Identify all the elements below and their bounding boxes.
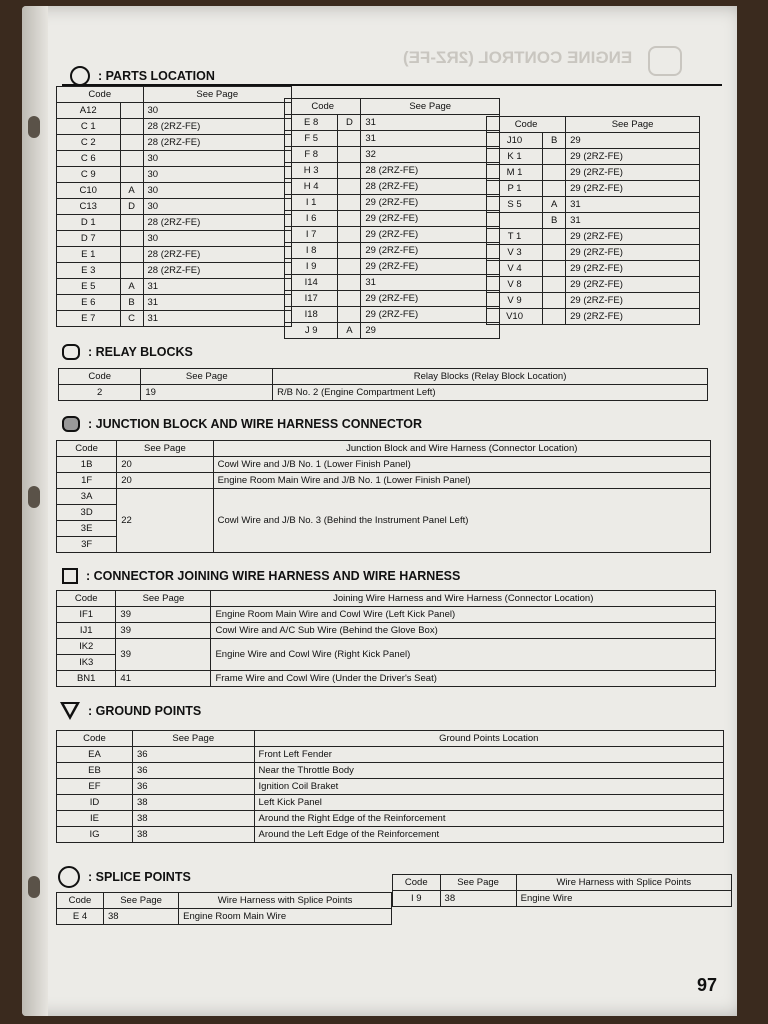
parts-col3-0-2: 29 <box>566 133 700 149</box>
table-row <box>57 639 716 655</box>
joining-group_codes-1: IK3 <box>57 655 116 671</box>
parts-col2-7-1 <box>338 227 361 243</box>
parts-col1-8-2: 30 <box>143 231 291 247</box>
parts-col3-6-2: 29 (2RZ-FE) <box>566 229 700 245</box>
ground-rows-4-2: Around the Right Edge of the Reinforcement <box>254 811 723 827</box>
parts-col3-7-2: 29 (2RZ-FE) <box>566 245 700 261</box>
parts-col1-0-2: 30 <box>143 103 291 119</box>
relay-table <box>58 368 708 401</box>
ground-rows-4-1: 38 <box>132 811 254 827</box>
engine-icon <box>648 46 682 76</box>
table-row <box>57 747 724 763</box>
junction-headers-1: See Page <box>117 441 213 457</box>
parts-col2-3-0: H 3 <box>285 163 338 179</box>
joining-rows-1-1: 39 <box>116 623 211 639</box>
square-symbol-icon <box>62 568 78 584</box>
junction-group_desc: Cowl Wire and J/B No. 3 (Behind the Instrument Panel Left) <box>213 489 710 553</box>
parts-col1-4-2: 30 <box>143 167 291 183</box>
parts-table-2 <box>284 98 500 339</box>
joining-group_desc: Engine Wire and Cowl Wire (Right Kick Panel) <box>211 639 716 671</box>
parts-col2-10-0: I14 <box>285 275 338 291</box>
parts-col2-6-1 <box>338 211 361 227</box>
parts-col1-11-0: E 5 <box>57 279 121 295</box>
parts-row <box>57 215 292 231</box>
parts-col1-10-2: 28 (2RZ-FE) <box>143 263 291 279</box>
parts-col3-4-2: 31 <box>566 197 700 213</box>
relay-rows-0-1: 19 <box>141 385 273 401</box>
table-row <box>57 671 716 687</box>
section-title: : JUNCTION BLOCK AND WIRE HARNESS CONNECTOR <box>88 417 423 431</box>
parts-col1-2-2: 28 (2RZ-FE) <box>143 135 291 151</box>
parts-col2-13-0: J 9 <box>285 323 338 339</box>
table-row <box>57 489 711 505</box>
splice-right-0-0: I 9 <box>393 891 441 907</box>
table-row <box>57 607 716 623</box>
ground-triangle-icon <box>60 702 80 720</box>
splice-headers-0: Code <box>393 875 441 891</box>
parts-row <box>57 135 292 151</box>
parts-col3-2-2: 29 (2RZ-FE) <box>566 165 700 181</box>
parts-col1-8-1 <box>120 231 143 247</box>
parts-col3-11-1 <box>543 309 566 325</box>
parts-col3-0-0: J10 <box>487 133 543 149</box>
ground-rows-5-0: IG <box>57 827 133 843</box>
ground-rows-2-0: EF <box>57 779 133 795</box>
parts-row <box>57 151 292 167</box>
parts-col1-12-0: E 6 <box>57 295 121 311</box>
joining-headers-1: See Page <box>116 591 211 607</box>
junction-group_codes-0: 3A <box>57 489 117 505</box>
junction-heading <box>62 416 422 432</box>
junction-group_page: 22 <box>117 489 213 553</box>
parts-row <box>487 261 700 277</box>
ground-rows-2-2: Ignition Coil Braket <box>254 779 723 795</box>
parts-row <box>487 213 700 229</box>
parts-row <box>285 195 500 211</box>
manual-page <box>22 6 737 1016</box>
parts-row <box>285 307 500 323</box>
relay-headers-2: Relay Blocks (Relay Block Location) <box>273 369 708 385</box>
junction-headers-0: Code <box>57 441 117 457</box>
parts-col3-6-1 <box>543 229 566 245</box>
ground-rows-0-1: 36 <box>132 747 254 763</box>
parts-col1-9-0: E 1 <box>57 247 121 263</box>
bleed-through-title: ENGINE CONTROL (2RZ-FE) <box>402 48 632 67</box>
parts-row <box>285 227 500 243</box>
ground-rows-1-1: 36 <box>132 763 254 779</box>
joining-table <box>56 590 716 687</box>
parts-col2-4-0: H 4 <box>285 179 338 195</box>
parts-col2-11-1 <box>338 291 361 307</box>
parts-col3-6-0: T 1 <box>487 229 543 245</box>
table-row <box>57 811 724 827</box>
splice-headers-2: Wire Harness with Splice Points <box>516 875 731 891</box>
parts-row <box>57 247 292 263</box>
joining-rows-0-0: IF1 <box>57 607 116 623</box>
table-row <box>57 763 724 779</box>
parts-col2-10-1 <box>338 275 361 291</box>
parts-row <box>285 147 500 163</box>
parts-row <box>487 229 700 245</box>
table-row <box>57 909 392 925</box>
parts-row <box>57 199 292 215</box>
parts-col3-0-1: B <box>543 133 566 149</box>
parts-col3-3-2: 29 (2RZ-FE) <box>566 181 700 197</box>
joining-last-0: BN1 <box>57 671 116 687</box>
parts-col3-9-0: V 8 <box>487 277 543 293</box>
parts-col1-6-1: D <box>120 199 143 215</box>
parts-row <box>487 245 700 261</box>
splice-right-0-2: Engine Wire <box>516 891 731 907</box>
parts-col1-6-0: C13 <box>57 199 121 215</box>
section-title: : GROUND POINTS <box>88 704 202 718</box>
junction-rows-1-1: 20 <box>117 473 213 489</box>
parts-col3-8-1 <box>543 261 566 277</box>
parts-row <box>57 279 292 295</box>
parts-row <box>285 323 500 339</box>
parts-col2-13-1: A <box>338 323 361 339</box>
parts-row <box>285 259 500 275</box>
parts-col2-5-0: I 1 <box>285 195 338 211</box>
parts-row <box>57 295 292 311</box>
parts-col2-8-1 <box>338 243 361 259</box>
binder-hole <box>28 876 40 898</box>
parts-row <box>57 103 292 119</box>
splice-table-right <box>392 874 732 907</box>
parts-row <box>487 277 700 293</box>
parts-col2-2-0: F 8 <box>285 147 338 163</box>
circle-symbol-icon <box>70 66 90 86</box>
table-row <box>393 891 732 907</box>
parts-col2-11-2: 29 (2RZ-FE) <box>361 291 500 307</box>
joining-rows-0-2: Engine Room Main Wire and Cowl Wire (Left Kick Panel) <box>211 607 716 623</box>
parts-col1-13-2: 31 <box>143 311 291 327</box>
parts-col1-7-0: D 1 <box>57 215 121 231</box>
parts-col2-0-1: D <box>338 115 361 131</box>
parts-col3-8-0: V 4 <box>487 261 543 277</box>
parts-col2-10-2: 31 <box>361 275 500 291</box>
joining-rows-0-1: 39 <box>116 607 211 623</box>
parts-col2-11-0: I17 <box>285 291 338 307</box>
joining-rows-1-2: Cowl Wire and A/C Sub Wire (Behind the Glove Box) <box>211 623 716 639</box>
ground-rows-5-2: Around the Left Edge of the Reinforcement <box>254 827 723 843</box>
parts-col1-13-1: C <box>120 311 143 327</box>
parts-col2-12-2: 29 (2RZ-FE) <box>361 307 500 323</box>
parts-headers-1: See Page <box>566 117 700 133</box>
parts-col2-9-2: 29 (2RZ-FE) <box>361 259 500 275</box>
parts-headers-1: See Page <box>361 99 500 115</box>
parts-col1-12-1: B <box>120 295 143 311</box>
relay-symbol-icon <box>62 344 80 360</box>
parts-col2-7-0: I 7 <box>285 227 338 243</box>
parts-row <box>487 149 700 165</box>
junction-group_codes-3: 3F <box>57 537 117 553</box>
parts-row <box>57 263 292 279</box>
ground-rows-3-0: ID <box>57 795 133 811</box>
relay-rows-0-2: R/B No. 2 (Engine Compartment Left) <box>273 385 708 401</box>
parts-col1-10-0: E 3 <box>57 263 121 279</box>
parts-col1-5-2: 30 <box>143 183 291 199</box>
table-row <box>57 623 716 639</box>
parts-col2-9-0: I 9 <box>285 259 338 275</box>
parts-col2-4-2: 28 (2RZ-FE) <box>361 179 500 195</box>
parts-col1-0-1 <box>120 103 143 119</box>
splice-circle-icon <box>58 866 80 888</box>
ground-rows-0-2: Front Left Fender <box>254 747 723 763</box>
page-number: 97 <box>696 975 717 995</box>
parts-row <box>285 275 500 291</box>
ground-rows-1-2: Near the Throttle Body <box>254 763 723 779</box>
parts-row <box>487 309 700 325</box>
parts-col2-13-2: 29 <box>361 323 500 339</box>
joining-last-1: 41 <box>116 671 211 687</box>
splice-heading <box>58 866 191 888</box>
splice-table-left <box>56 892 392 925</box>
parts-col1-7-1 <box>120 215 143 231</box>
parts-col1-13-0: E 7 <box>57 311 121 327</box>
parts-col2-3-2: 28 (2RZ-FE) <box>361 163 500 179</box>
parts-col2-9-1 <box>338 259 361 275</box>
parts-col1-2-1 <box>120 135 143 151</box>
parts-col3-10-2: 29 (2RZ-FE) <box>566 293 700 309</box>
parts-col1-10-1 <box>120 263 143 279</box>
parts-col3-9-2: 29 (2RZ-FE) <box>566 277 700 293</box>
table-row <box>59 385 708 401</box>
parts-col1-9-2: 28 (2RZ-FE) <box>143 247 291 263</box>
section-title: : RELAY BLOCKS <box>88 345 193 359</box>
parts-col1-8-0: D 7 <box>57 231 121 247</box>
parts-col2-5-2: 29 (2RZ-FE) <box>361 195 500 211</box>
parts-col3-5-0 <box>487 213 543 229</box>
junction-rows-0-1: 20 <box>117 457 213 473</box>
splice-headers-1: See Page <box>103 893 178 909</box>
parts-col3-7-1 <box>543 245 566 261</box>
parts-location-heading <box>70 66 215 86</box>
parts-headers-0: Code <box>487 117 566 133</box>
parts-col3-1-0: K 1 <box>487 149 543 165</box>
parts-col1-1-1 <box>120 119 143 135</box>
ground-headers-0: Code <box>57 731 133 747</box>
parts-row <box>285 163 500 179</box>
parts-row <box>285 115 500 131</box>
relay-rows-0-0: 2 <box>59 385 141 401</box>
parts-col2-3-1 <box>338 163 361 179</box>
junction-rows-1-0: 1F <box>57 473 117 489</box>
parts-col2-7-2: 29 (2RZ-FE) <box>361 227 500 243</box>
parts-col1-11-2: 31 <box>143 279 291 295</box>
ground-headers-1: See Page <box>132 731 254 747</box>
parts-row <box>285 179 500 195</box>
binding-gutter <box>22 6 48 1016</box>
parts-col3-10-1 <box>543 293 566 309</box>
parts-col3-5-1: B <box>543 213 566 229</box>
parts-headers-0: Code <box>57 87 144 103</box>
parts-col3-11-2: 29 (2RZ-FE) <box>566 309 700 325</box>
parts-col1-7-2: 28 (2RZ-FE) <box>143 215 291 231</box>
parts-col2-4-1 <box>338 179 361 195</box>
ground-rows-2-1: 36 <box>132 779 254 795</box>
ground-headers-2: Ground Points Location <box>254 731 723 747</box>
table-row <box>57 779 724 795</box>
splice-headers-0: Code <box>57 893 104 909</box>
parts-col3-5-2: 31 <box>566 213 700 229</box>
splice-headers-1: See Page <box>440 875 516 891</box>
parts-row <box>487 293 700 309</box>
parts-col1-3-1 <box>120 151 143 167</box>
joining-group_codes-0: IK2 <box>57 639 116 655</box>
table-row <box>57 827 724 843</box>
parts-row <box>57 119 292 135</box>
splice-left-0-2: Engine Room Main Wire <box>179 909 392 925</box>
parts-row <box>487 165 700 181</box>
parts-col1-0-0: A12 <box>57 103 121 119</box>
ground-table <box>56 730 724 843</box>
parts-col3-1-1 <box>543 149 566 165</box>
junction-headers-2: Junction Block and Wire Harness (Connector Location) <box>213 441 710 457</box>
ground-heading <box>60 702 201 720</box>
parts-col2-0-0: E 8 <box>285 115 338 131</box>
section-title: : CONNECTOR JOINING WIRE HARNESS AND WIRE HARNESS <box>86 569 461 583</box>
splice-left-0-0: E 4 <box>57 909 104 925</box>
table-row <box>57 795 724 811</box>
parts-col2-12-1 <box>338 307 361 323</box>
parts-col3-9-1 <box>543 277 566 293</box>
parts-col1-9-1 <box>120 247 143 263</box>
parts-col2-8-0: I 8 <box>285 243 338 259</box>
table-row <box>57 457 711 473</box>
parts-col2-1-2: 31 <box>361 131 500 147</box>
joining-heading <box>62 568 460 584</box>
parts-col1-5-0: C10 <box>57 183 121 199</box>
relay-headers-1: See Page <box>141 369 273 385</box>
junction-rows-0-2: Cowl Wire and J/B No. 1 (Lower Finish Panel) <box>213 457 710 473</box>
joining-headers-2: Joining Wire Harness and Wire Harness (Connector Location) <box>211 591 716 607</box>
parts-table-3 <box>486 116 700 325</box>
junction-group_codes-1: 3D <box>57 505 117 521</box>
ground-rows-1-0: EB <box>57 763 133 779</box>
parts-col2-8-2: 29 (2RZ-FE) <box>361 243 500 259</box>
parts-col3-4-1: A <box>543 197 566 213</box>
binder-hole <box>28 486 40 508</box>
junction-table <box>56 440 711 553</box>
parts-col3-8-2: 29 (2RZ-FE) <box>566 261 700 277</box>
parts-col1-4-0: C 9 <box>57 167 121 183</box>
joining-headers-0: Code <box>57 591 116 607</box>
parts-row <box>487 197 700 213</box>
section-title: : SPLICE POINTS <box>88 870 191 884</box>
parts-col1-12-2: 31 <box>143 295 291 311</box>
parts-col3-3-1 <box>543 181 566 197</box>
parts-row <box>487 181 700 197</box>
parts-row <box>57 167 292 183</box>
parts-col2-2-2: 32 <box>361 147 500 163</box>
junction-rows-0-0: 1B <box>57 457 117 473</box>
parts-col2-6-0: I 6 <box>285 211 338 227</box>
parts-row <box>487 133 700 149</box>
parts-col1-2-0: C 2 <box>57 135 121 151</box>
parts-col3-2-1 <box>543 165 566 181</box>
junction-rows-1-2: Engine Room Main Wire and J/B No. 1 (Lower Finish Panel) <box>213 473 710 489</box>
ground-rows-0-0: EA <box>57 747 133 763</box>
parts-row <box>57 231 292 247</box>
parts-col3-10-0: V 9 <box>487 293 543 309</box>
parts-row <box>57 311 292 327</box>
parts-col3-1-2: 29 (2RZ-FE) <box>566 149 700 165</box>
parts-col2-5-1 <box>338 195 361 211</box>
ground-rows-3-1: 38 <box>132 795 254 811</box>
relay-headers-0: Code <box>59 369 141 385</box>
junction-group_codes-2: 3E <box>57 521 117 537</box>
table-row <box>57 473 711 489</box>
parts-row <box>285 291 500 307</box>
section-title: : PARTS LOCATION <box>98 69 215 83</box>
parts-headers-1: See Page <box>143 87 291 103</box>
parts-col3-2-0: M 1 <box>487 165 543 181</box>
joining-last-2: Frame Wire and Cowl Wire (Under the Driver's Seat) <box>211 671 716 687</box>
splice-left-0-1: 38 <box>103 909 178 925</box>
parts-col2-1-0: F 5 <box>285 131 338 147</box>
joining-group_page: 39 <box>116 639 211 671</box>
parts-col3-3-0: P 1 <box>487 181 543 197</box>
parts-col1-1-2: 28 (2RZ-FE) <box>143 119 291 135</box>
splice-headers-2: Wire Harness with Splice Points <box>179 893 392 909</box>
ground-rows-4-0: IE <box>57 811 133 827</box>
ground-rows-3-2: Left Kick Panel <box>254 795 723 811</box>
parts-col2-0-2: 31 <box>361 115 500 131</box>
parts-col1-5-1: A <box>120 183 143 199</box>
parts-table-1 <box>56 86 292 327</box>
relay-blocks-heading <box>62 344 193 360</box>
parts-row <box>57 183 292 199</box>
parts-col3-4-0: S 5 <box>487 197 543 213</box>
parts-col1-11-1: A <box>120 279 143 295</box>
parts-col1-6-2: 30 <box>143 199 291 215</box>
parts-col2-12-0: I18 <box>285 307 338 323</box>
parts-row <box>285 211 500 227</box>
ground-rows-5-1: 38 <box>132 827 254 843</box>
parts-col3-7-0: V 3 <box>487 245 543 261</box>
junction-symbol-icon <box>62 416 80 432</box>
parts-col1-3-2: 30 <box>143 151 291 167</box>
parts-col2-1-1 <box>338 131 361 147</box>
joining-rows-1-0: IJ1 <box>57 623 116 639</box>
parts-headers-0: Code <box>285 99 361 115</box>
splice-right-0-1: 38 <box>440 891 516 907</box>
parts-row <box>285 243 500 259</box>
parts-col1-3-0: C 6 <box>57 151 121 167</box>
parts-col2-2-1 <box>338 147 361 163</box>
parts-col1-1-0: C 1 <box>57 119 121 135</box>
parts-col2-6-2: 29 (2RZ-FE) <box>361 211 500 227</box>
parts-col1-4-1 <box>120 167 143 183</box>
parts-col3-11-0: V10 <box>487 309 543 325</box>
binder-hole <box>28 116 40 138</box>
parts-row <box>285 131 500 147</box>
